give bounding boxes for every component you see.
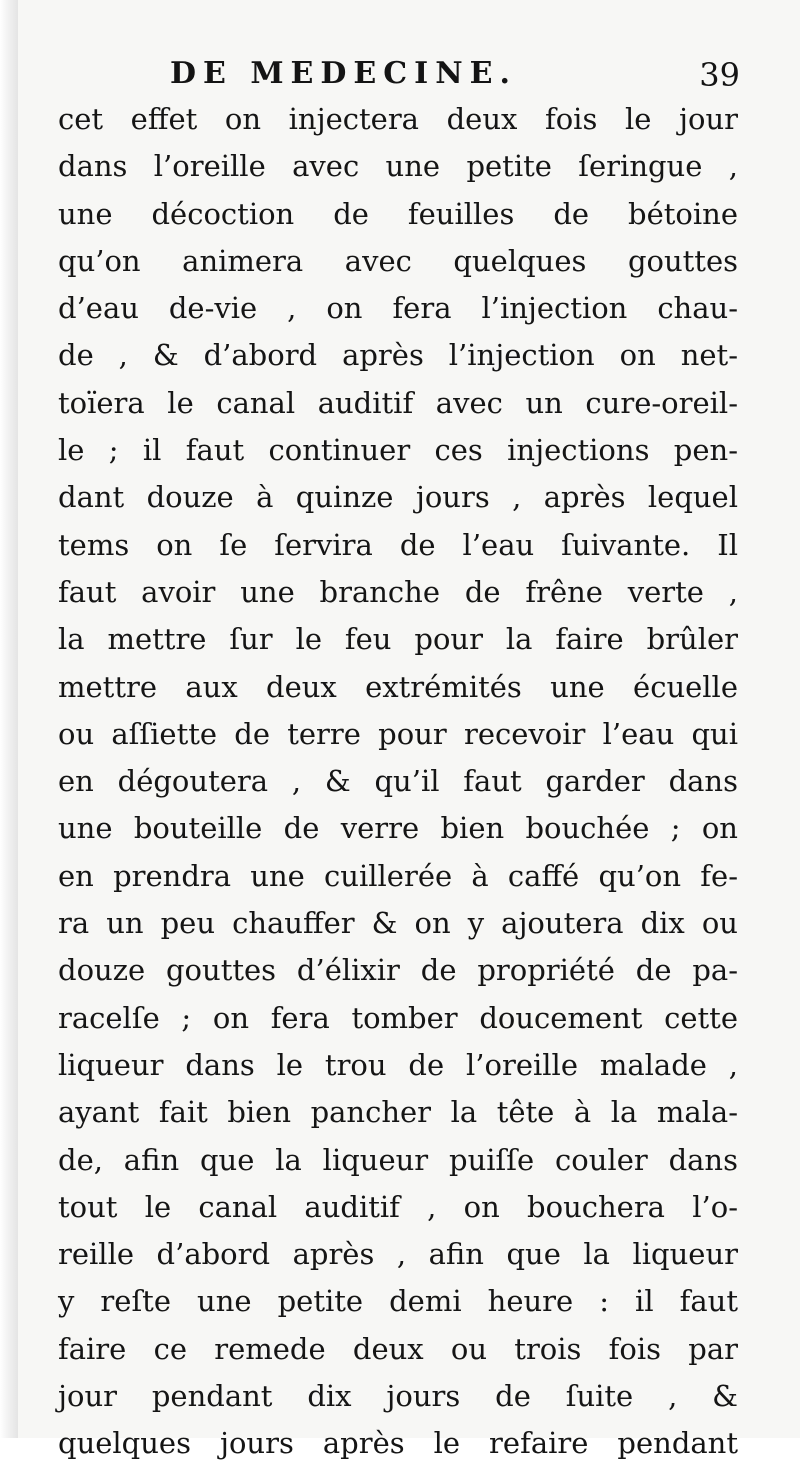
text-line: le ; il faut continuer ces injections pen- (58, 433, 738, 468)
text-line: une décoction de feuilles de bétoine (58, 196, 738, 231)
text-line: liqueur dans le trou de l’oreille malade , (58, 1047, 738, 1082)
text-line: tems on ſe ſervira de l’eau ſuivante. Il (58, 527, 738, 562)
text-line: d’eau de-vie , on fera l’injection chau- (58, 291, 738, 326)
text-line: faut avoir une branche de frêne verte , (58, 574, 738, 609)
text-line: reille d’abord après , afin que la liqueur (58, 1237, 738, 1272)
text-line: faire ce remede deux ou trois fois par (58, 1331, 738, 1366)
text-line: tout le canal auditif , on bouchera l’o- (58, 1189, 738, 1224)
text-line: en prendra une cuillerée à caffé qu’on fe- (58, 858, 738, 893)
text-line: douze gouttes d’élixir de propriété de pa- (58, 953, 738, 988)
text-line: racelſe ; on fera tomber doucement cette (58, 1000, 738, 1035)
text-line: de , & d’abord après l’injection on net- (58, 338, 738, 373)
text-line: ra un peu chauffer & on y ajoutera dix ou (58, 906, 738, 941)
page-gutter-shadow (0, 0, 18, 1438)
body-text (58, 96, 738, 1468)
page-number: 39 (699, 56, 740, 94)
text-line: en dégoutera , & qu’il faut garder dans (58, 764, 738, 799)
text-line: jour pendant dix jours de ſuite , & (58, 1379, 738, 1414)
text-line: ou aſſiette de terre pour recevoir l’eau qui (58, 716, 738, 751)
text-line: mettre aux deux extrémités une écuelle (58, 669, 738, 704)
text-line: ayant fait bien pancher la tête à la mala- (58, 1095, 738, 1130)
text-line: cet effet on injectera deux fois le jour (58, 102, 738, 136)
text-line: dant douze à quinze jours , après lequel (58, 480, 738, 515)
running-head: DE MEDECINE. (170, 56, 517, 91)
text-line: dans l’oreille avec une petite ſeringue , (58, 149, 738, 184)
text-line: qu’on animera avec quelques gouttes (58, 243, 738, 278)
text-line: de, afin que la liqueur puiſſe couler dans (58, 1142, 738, 1177)
text-line: quelques jours après le refaire pendant (58, 1426, 738, 1461)
page-header (150, 56, 740, 96)
text-line: une bouteille de verre bien bouchée ; on (58, 811, 738, 846)
text-line: y reſte une petite demi heure : il faut (58, 1284, 738, 1319)
text-line: la mettre ſur le feu pour la faire brûler (58, 622, 738, 657)
text-line: toïera le canal auditif avec un cure-oreil- (58, 385, 738, 420)
